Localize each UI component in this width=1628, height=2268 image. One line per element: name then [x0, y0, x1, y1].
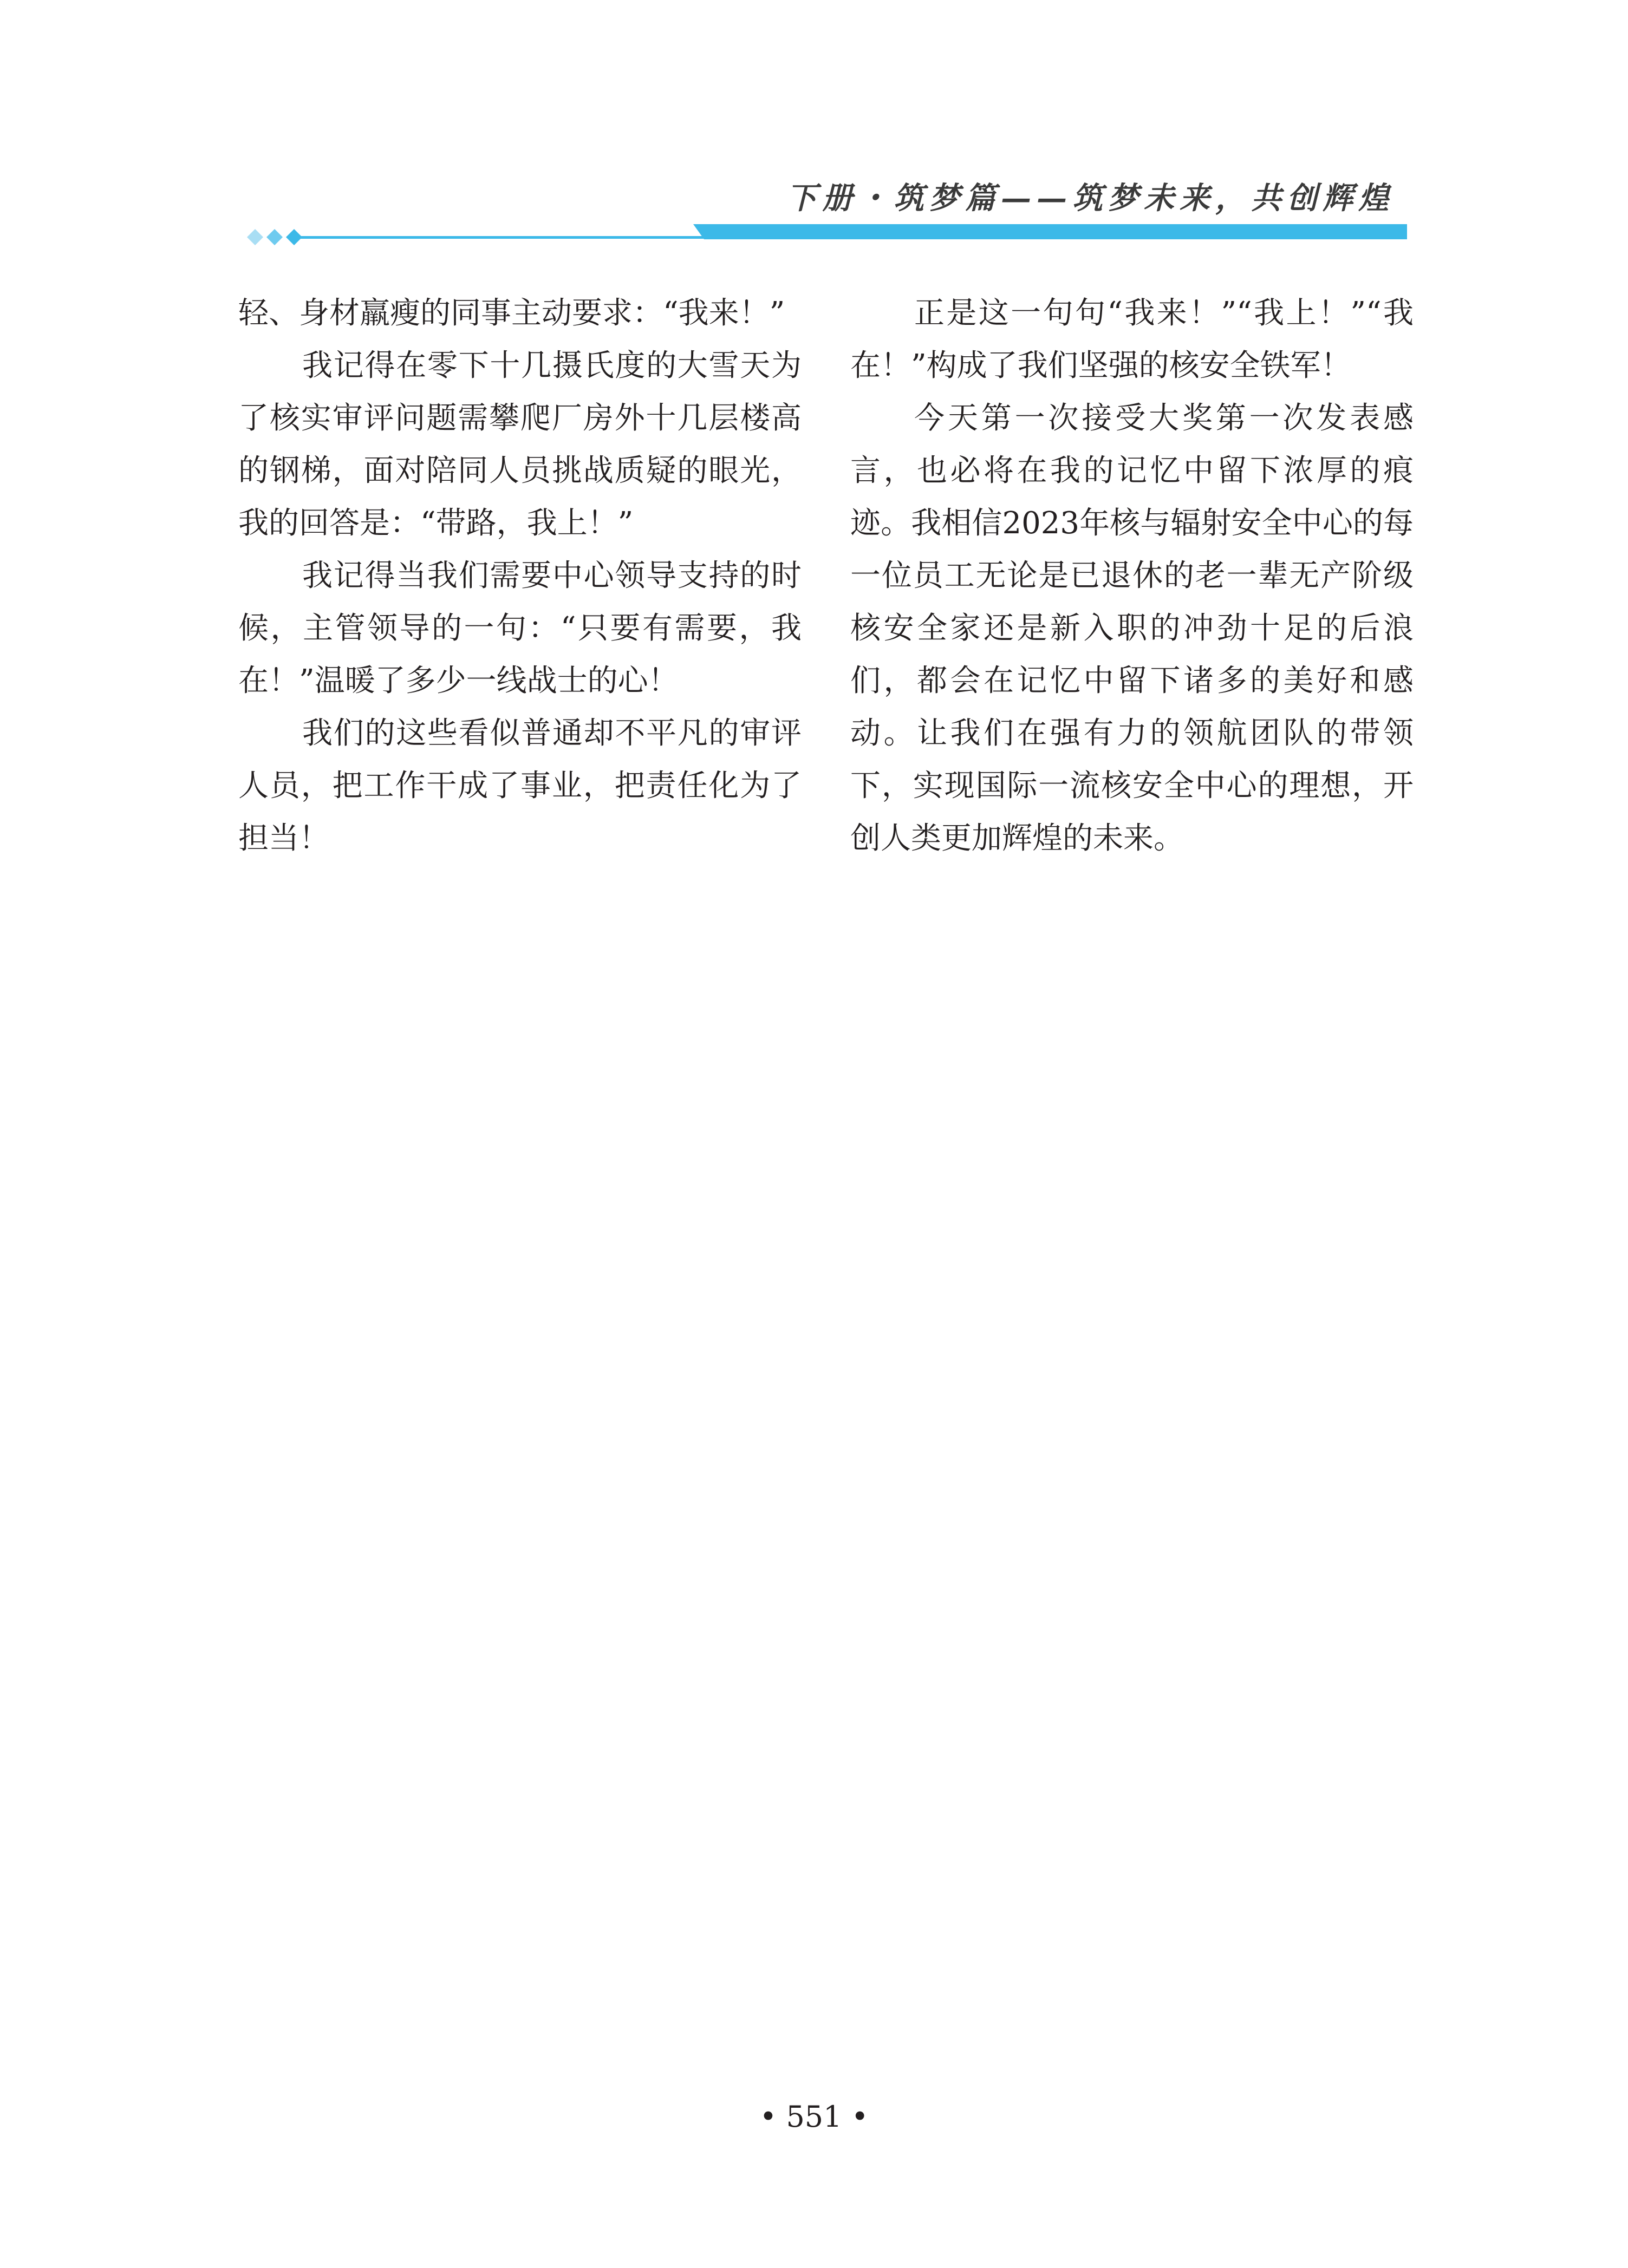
paragraph: 我记得当我们需要中心领导支持的时候，主管领导的一句：“只要有需要，我在！”温暖了多少一线战士的心！ [238, 558, 802, 698]
header-diamond-icon [247, 229, 263, 245]
paragraph: 正是这一句句“我来！”“我上！”“我在！”构成了我们坚强的核安全铁军！ [850, 296, 1414, 383]
paragraph: 我们的这些看似普通却不平凡的审评人员，把工作干成了事业，把责任化为了担当！ [238, 716, 802, 856]
paragraph: 我记得在零下十几摄氏度的大雪天为了核实审评问题需攀爬厂房外十几层楼高的钢梯，面对陪同人员挑战质疑的眼光，我的回答是：“带路，我上！” [238, 348, 802, 541]
header-diamond-icon [286, 229, 302, 245]
header-thick-band [693, 224, 1407, 239]
header-decoration [0, 0, 1628, 260]
right-column [850, 287, 1414, 865]
left-column [238, 287, 802, 865]
paragraph: 今天第一次接受大奖第一次发表感言，也必将在我的记忆中留下浓厚的痕迹。我相信2023年核与辐射安全中心的每一位员工无论是已退休的老一辈无产阶级核安全家还是新入职的冲劲十足的后浪们，都会在记忆中留下诸多的美好和感动。让我们在强有力的领航团队的带领下，实现国际一流核安全中心的理想，开创人类更加辉煌的未来。 [850, 401, 1414, 856]
page-number: • 551 • [759, 2100, 869, 2134]
running-header-title: 下册・筑梦篇——筑梦未来，共创辉煌 [786, 180, 1394, 216]
header-thin-line [292, 236, 704, 239]
header-diamond-icon [266, 229, 283, 245]
paragraph: 轻、身材羸瘦的同事主动要求：“我来！” [238, 296, 785, 331]
